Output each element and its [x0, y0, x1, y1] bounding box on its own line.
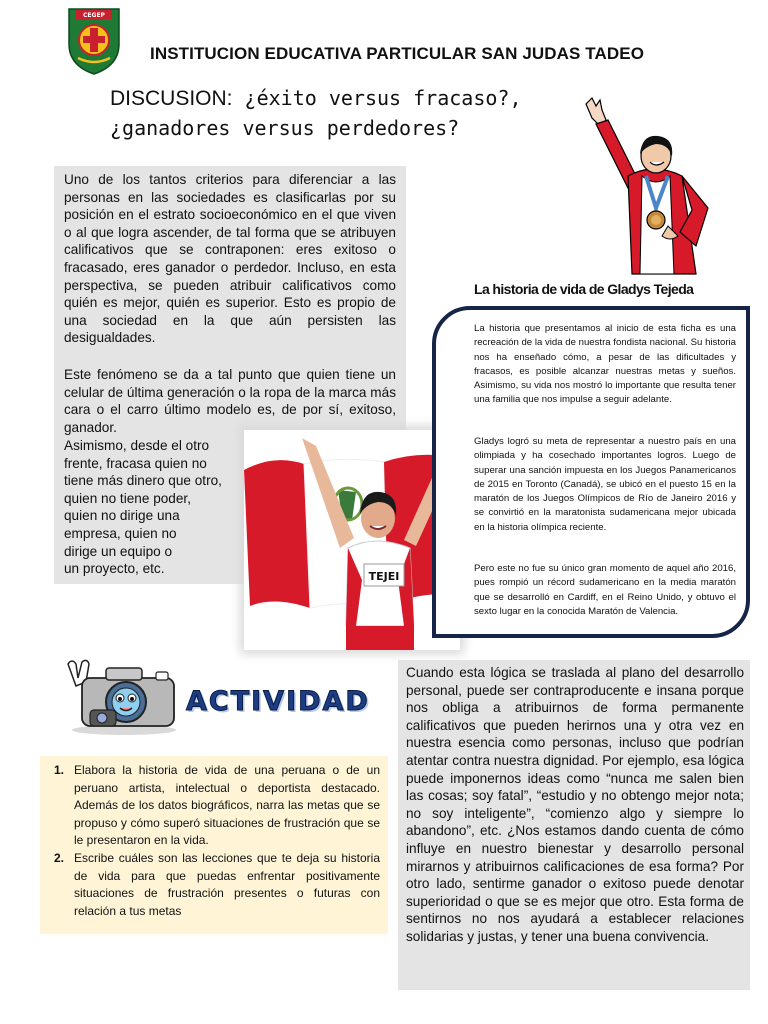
- activity-item-text: Escribe cuáles son las lecciones que te deja su historia de vida para que puedas enfrentar positivamente situaciones de frustración presentes o futuras con relación a tus metas: [74, 850, 380, 918]
- school-crest-icon: [66, 6, 122, 76]
- activity-item-number: 2.: [54, 850, 65, 865]
- intro-line: empresa, quien no: [64, 525, 177, 541]
- activity-item-text: Elabora la historia de vida de una peruana o de un peruano artista, intelectual o deportista destacado. Además de los datos biográficos, narra las metas que se propuso y cómo superó situaciones de frustración que se le presentaron en la vida.: [74, 763, 380, 848]
- discussion-prefix: DISCUSION:: [110, 87, 233, 110]
- intro-line: quien no dirige una: [64, 508, 180, 524]
- intro-paragraph-1: Uno de los tantos criterios para diferenciar a las personas en las sociedades es clasificarlas por su posición en el estrato socioeconómico en el que viven o al que logra ascender, de tal forma que se atribuyen calificativos que se contraponen: eres exitoso o fracasado, eres ganador o perdedor. Incluso, en esta perspectiva, se pueden atribuir calificativos como quién es mejor, quién es superior. Esto es propio de una sociedad en la que aún persisten las desigualdades.: [64, 172, 396, 346]
- intro-line: quien no tiene poder,: [64, 490, 191, 506]
- runner-illustration: [578, 96, 718, 276]
- reflection-paragraph: Cuando esta lógica se traslada al plano del desarrollo personal, puede ser contraproducente e insana porque nos obliga a atribuirnos de forma permanente calificativos que pueden herirnos una y otra vez en nuestra esencia como personas, incluso que podrían atentar contra nuestra dignidad. Por ejemplo, esa lógica puede imponernos ideas como “nunca me salen bien las cosas; soy fatal”, “estudio y no obtengo mejor nota; no soy inteligente”, “comienzo algo y siempre lo abandono”, etc. ¿Nos estamos dando cuenta de cómo influye en nuestro bienestar y desarrollo personal mirarnos y atribuirnos calificaciones de esa forma? Por otro lado, sentirme ganador o exitoso puede denotar superioridad o que se es mejor que otro. Esta forma de sentirnos no nos ayudará a establecer relaciones solidarias y justas, y tener una buena convivencia.: [406, 665, 744, 944]
- history-paragraph-1: La historia que presentamos al inicio de esta ficha es una recreación de la vida de nuestra fondista nacional. Su historia nos ha enseñado cómo, a pesar de las dificultades y fracasos, es posible alcanzar nuestras metas y sueños. Asimismo, su vida nos mostró lo importante que resulta tener una familia que nos impulse a seguir adelante.: [474, 323, 736, 406]
- reflection-panel: [398, 660, 750, 990]
- intro-paragraph-2: Este fenómeno se da a tal punto que quien tiene un celular de última generación o la ropa de la marca más cara o el carro último modelo es, de por sí, exitoso, ganador.: [64, 367, 396, 435]
- discussion-title-line-1: [110, 86, 522, 111]
- athlete-photo: [244, 430, 460, 650]
- intro-paragraph-3: [64, 437, 244, 578]
- discussion-title-line-2: [110, 116, 459, 141]
- intro-line: Asimismo, desde el otro: [64, 438, 210, 453]
- camera-mascot-icon: [62, 656, 180, 736]
- intro-line: frente, fracasa quien no: [64, 455, 207, 471]
- intro-line: dirige un equipo o: [64, 543, 173, 559]
- history-paragraph-3: Pero este no fue su único gran momento de aquel año 2016, pues rompió un récord sudamericano en la media maratón que se desarrolló en Cardiff, en el Reino Unido, y obtuvo el sexto lugar en la conocida Maratón de Valencia.: [474, 563, 736, 617]
- history-frame: [432, 306, 750, 638]
- activity-list: [54, 762, 380, 920]
- intro-line: un proyecto, etc.: [64, 561, 165, 577]
- discussion-question-2: ¿ganadores versus perdedores?: [110, 116, 460, 140]
- activity-panel: [40, 756, 388, 934]
- bib-number: TEJEI: [368, 570, 400, 583]
- discussion-question-1: ¿éxito versus fracaso?,: [232, 86, 522, 110]
- activity-title: ACTIVIDAD: [186, 686, 370, 717]
- history-paragraph-2: Gladys logró su meta de representar a nuestro país en una olimpiada y ha cosechado importantes logros. Luego de superar una sanción impuesta en los Juegos Panamericanos de 2015 en Toronto (Canadá), se ubicó en el puesto 15 en la maratón de los Juegos Olímpicos de Río de Janeiro 2016 y se convirtió en la maratonista sudamericana mejor ubicada en la historia olímpica reciente.: [474, 436, 736, 533]
- activity-item: [54, 850, 380, 920]
- svg-text:CEGEP: CEGEP: [83, 12, 105, 19]
- history-title: La historia de vida de Gladys Tejeda: [474, 281, 694, 297]
- activity-item: [54, 762, 380, 850]
- school-title: INSTITUCION EDUCATIVA PARTICULAR SAN JUDAS TADEO: [150, 44, 645, 63]
- activity-item-number: 1.: [54, 763, 65, 777]
- intro-line: tiene más dinero que otro,: [64, 473, 222, 489]
